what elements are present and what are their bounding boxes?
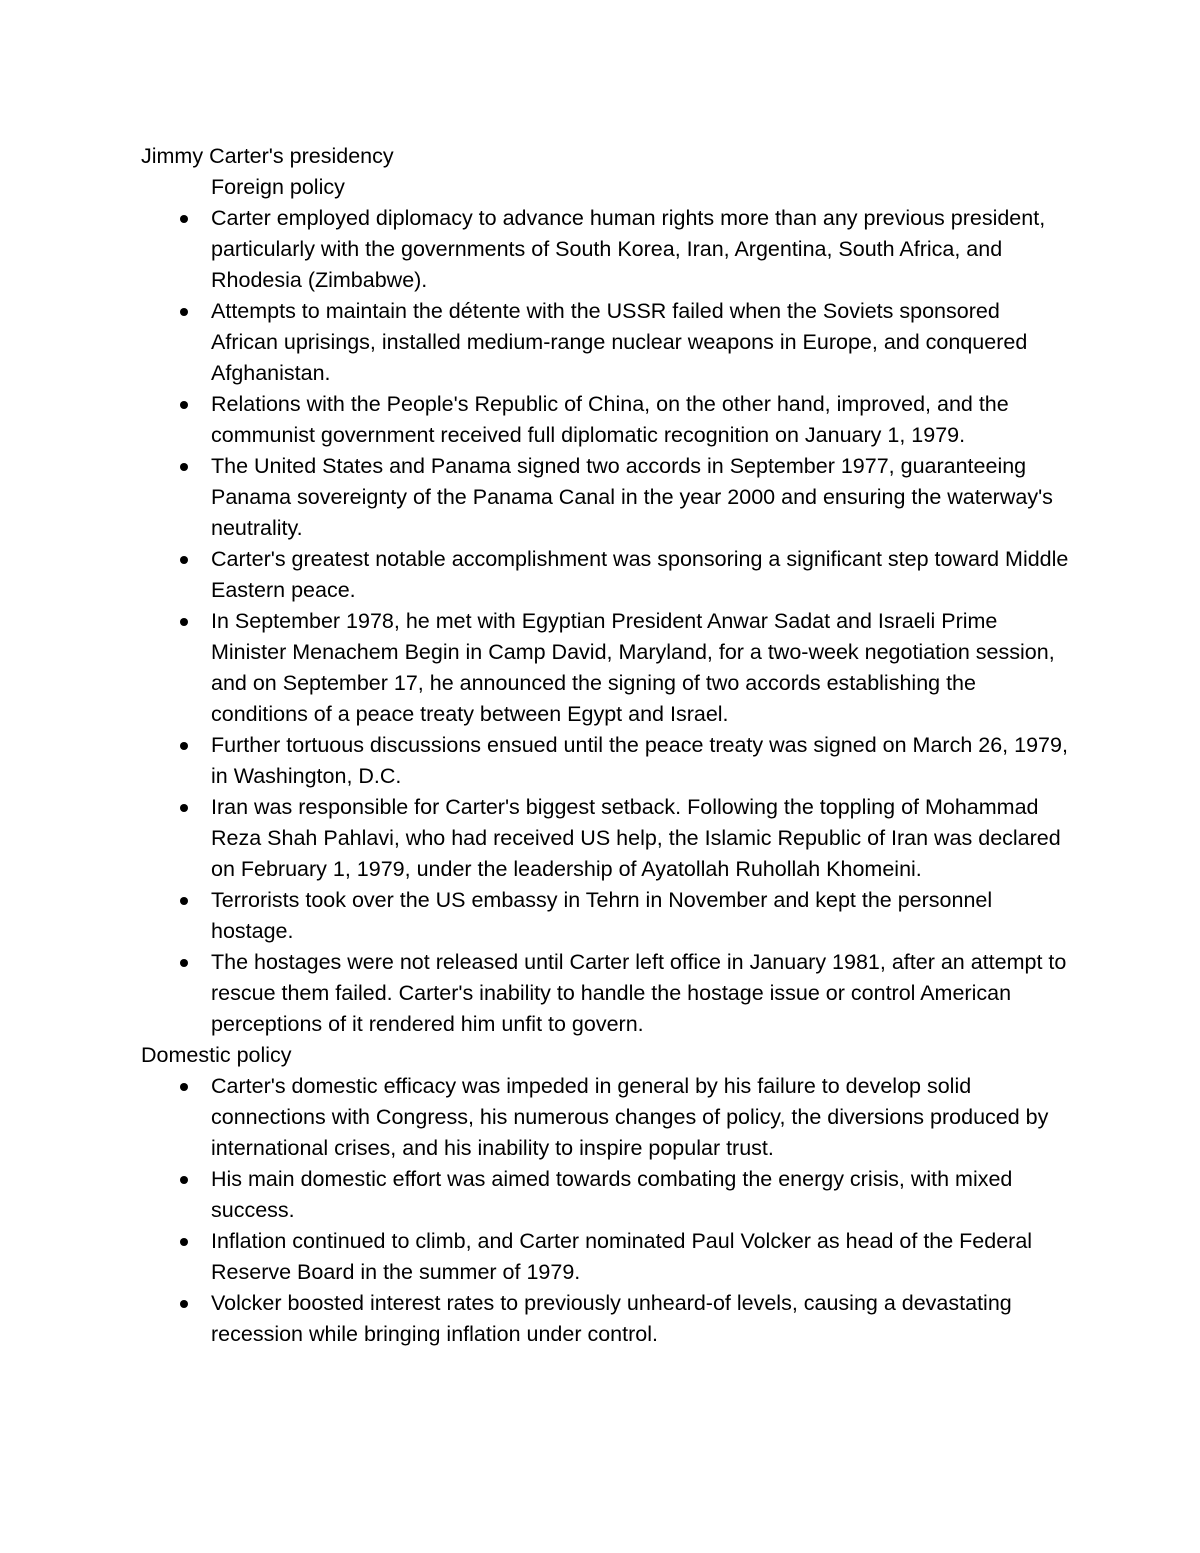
bullet-icon <box>180 897 188 905</box>
bullet-icon <box>180 742 188 750</box>
bullet-icon <box>180 215 188 223</box>
list-item-text: Carter employed diplomacy to advance human rights more than any previous president, particularly with the governments of South Korea, Iran, Argentina, South Africa, and Rhodesia (Zimbabwe). <box>211 206 1046 292</box>
bullet-icon <box>180 556 188 564</box>
bullet-icon <box>180 959 188 967</box>
list-item-text: The hostages were not released until Carter left office in January 1981, after an attempt to rescue them failed. Carter's inability to handle the hostage issue or control American perceptions of it rendered him unfit to govern. <box>211 950 1067 1036</box>
list-item <box>141 1071 1071 1164</box>
domestic-policy-list <box>141 1071 1071 1350</box>
list-item <box>141 1164 1071 1226</box>
section-heading-domestic-policy: Domestic policy <box>141 1043 292 1067</box>
list-item-text: Further tortuous discussions ensued until the peace treaty was signed on March 26, 1979, in Washington, D.C. <box>211 733 1068 788</box>
list-item-text: His main domestic effort was aimed towards combating the energy crisis, with mixed success. <box>211 1167 1013 1222</box>
list-item-text: Relations with the People's Republic of China, on the other hand, improved, and the communist government received full diplomatic recognition on January 1, 1979. <box>211 392 1009 447</box>
list-item <box>141 296 1071 389</box>
list-item-text: Carter's greatest notable accomplishment was sponsoring a significant step toward Middle Eastern peace. <box>211 547 1069 602</box>
bullet-icon <box>180 1238 188 1246</box>
list-item-text: Inflation continued to climb, and Carter nominated Paul Volcker as head of the Federal Reserve Board in the summer of 1979. <box>211 1229 1033 1284</box>
section-heading-foreign-policy: Foreign policy <box>211 175 345 199</box>
list-item-text: Terrorists took over the US embassy in Tehrn in November and kept the personnel hostage. <box>211 888 993 943</box>
list-item <box>141 730 1071 792</box>
list-item-text: Iran was responsible for Carter's biggest setback. Following the toppling of Mohammad Reza Shah Pahlavi, who had received US help, the Islamic Republic of Iran was declared on February 1, 1979, under the leadership of Ayatollah Ruhollah Khomeini. <box>211 795 1061 881</box>
list-item <box>141 606 1071 730</box>
bullet-icon <box>180 1083 188 1091</box>
foreign-policy-list <box>141 203 1071 1040</box>
document-body <box>141 141 1071 1350</box>
bullet-icon <box>180 618 188 626</box>
list-item-text: The United States and Panama signed two accords in September 1977, guaranteeing Panama sovereignty of the Panama Canal in the year 2000 and ensuring the waterway's neutrality. <box>211 454 1053 540</box>
list-item-text: Volcker boosted interest rates to previously unheard-of levels, causing a devastating recession while bringing inflation under control. <box>211 1291 1012 1346</box>
list-item <box>141 389 1071 451</box>
list-item-text: Attempts to maintain the détente with the USSR failed when the Soviets sponsored African uprisings, installed medium-range nuclear weapons in Europe, and conquered Afghanistan. <box>211 299 1028 385</box>
list-item-text: Carter's domestic efficacy was impeded in general by his failure to develop solid connections with Congress, his numerous changes of policy, the diversions produced by international crises, and his inability to inspire popular trust. <box>211 1074 1049 1160</box>
bullet-icon <box>180 463 188 471</box>
list-item-text: In September 1978, he met with Egyptian President Anwar Sadat and Israeli Prime Minister Menachem Begin in Camp David, Maryland, for a two-week negotiation session, and on September 17, he announced the signing of two accords establishing the conditions of a peace treaty between Egypt and Israel. <box>211 609 1055 726</box>
list-item <box>141 544 1071 606</box>
bullet-icon <box>180 308 188 316</box>
document-title: Jimmy Carter's presidency <box>141 144 394 168</box>
list-item <box>141 1226 1071 1288</box>
list-item <box>141 451 1071 544</box>
list-item <box>141 947 1071 1040</box>
bullet-icon <box>180 1176 188 1184</box>
list-item <box>141 885 1071 947</box>
bullet-icon <box>180 401 188 409</box>
list-item <box>141 203 1071 296</box>
bullet-icon <box>180 1300 188 1308</box>
list-item <box>141 792 1071 885</box>
bullet-icon <box>180 804 188 812</box>
list-item <box>141 1288 1071 1350</box>
